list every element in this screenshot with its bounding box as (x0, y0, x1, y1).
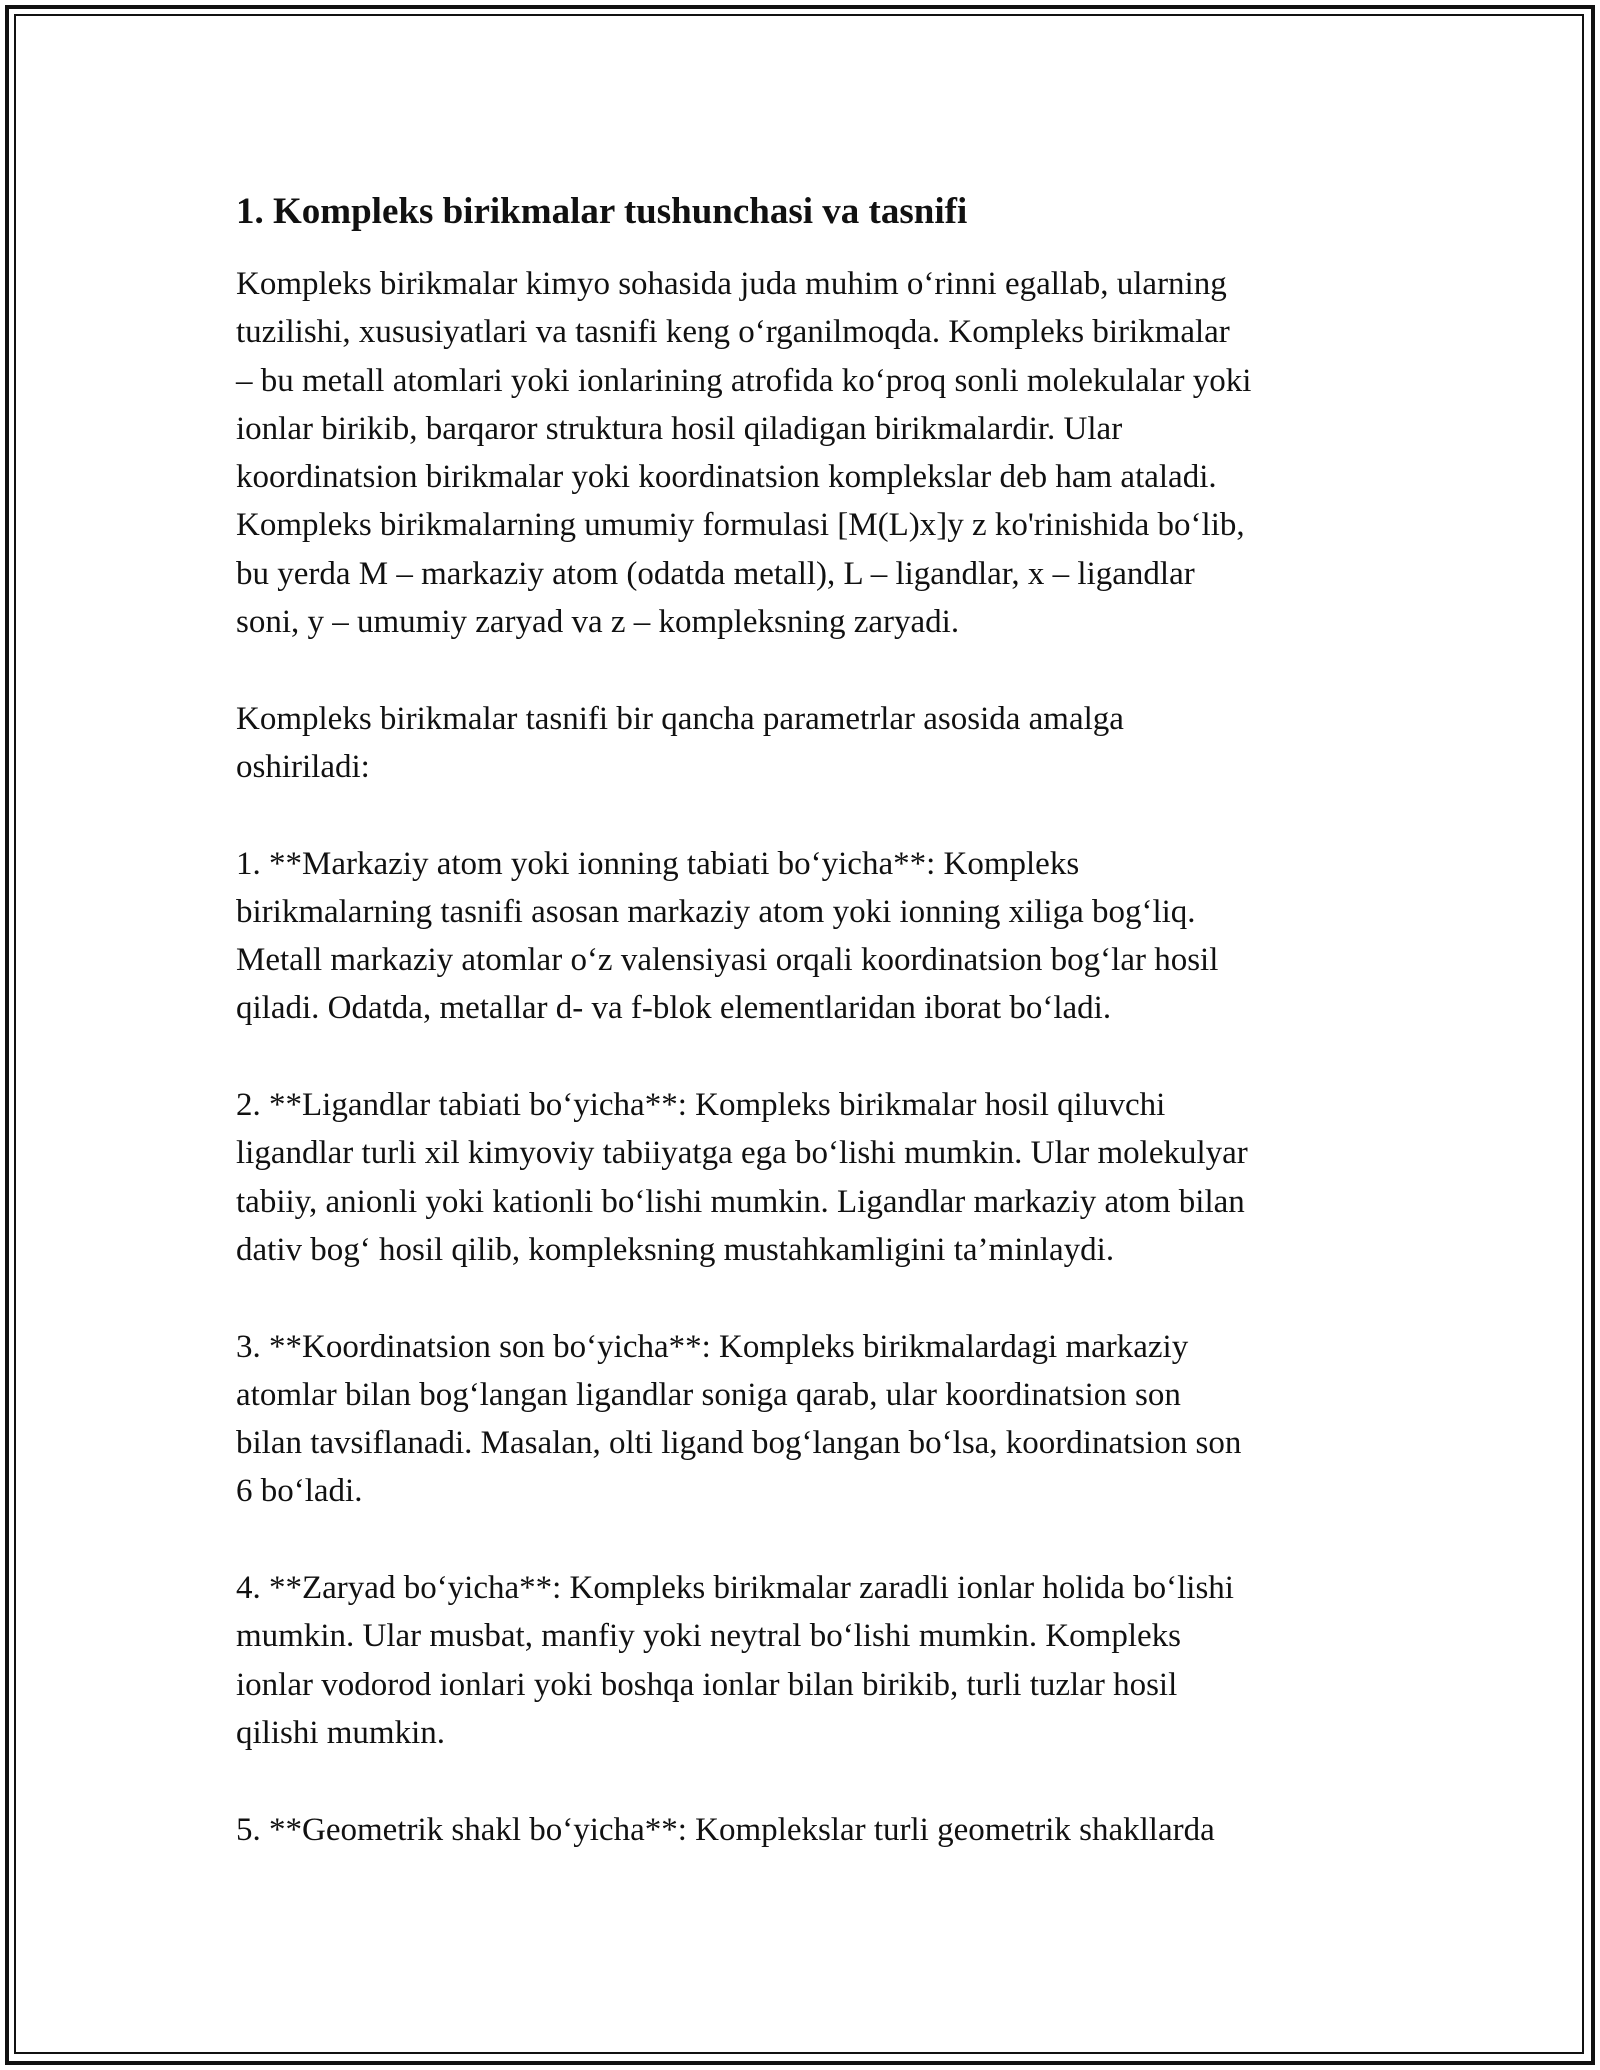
text-line: 2. **Ligandlar tabiati bo‘yicha**: Kompleks birikmalar hosil qiluvchi (236, 1087, 1166, 1124)
text-line: bilan tavsiflanadi. Masalan, olti ligand bog‘langan bo‘lsa, koordinatsion son (236, 1425, 1242, 1462)
list-item-ligands (236, 1081, 1366, 1274)
text-line: ionlar vodorod ionlari yoki boshqa ionlar bilan birikib, turli tuzlar hosil (236, 1666, 1178, 1703)
list-item-coordination-number (236, 1323, 1366, 1516)
paragraph-gap (236, 791, 1366, 839)
text-line: mumkin. Ular musbat, manfiy yoki neytral bo‘lishi mumkin. Kompleks (236, 1618, 1181, 1655)
text-line: Kompleks birikmalar kimyo sohasida juda muhim o‘rinni egallab, ularning (236, 266, 1227, 302)
text-line: atomlar bilan bog‘langan ligandlar soniga qarab, ular koordinatsion son (236, 1376, 1181, 1413)
text-line: Kompleks birikmalarning umumiy formulasi [M(L)x]y z ko'rinishida bo‘lib, (236, 507, 1245, 544)
list-item-central-atom (236, 840, 1366, 1033)
text-line: qiladi. Odatda, metallar d- va f-blok elementlaridan iborat bo‘ladi. (236, 990, 1112, 1027)
text-line: 1. **Markaziy atom yoki ionning tabiati bo‘yicha**: Kompleks (236, 845, 1080, 882)
paragraph-gap (236, 646, 1366, 694)
text-line: Kompleks birikmalar tasnifi bir qancha parametrlar asosida amalga (236, 700, 1124, 737)
text-line: tuzilishi, xususiyatlari va tasnifi keng o‘rganilmoqda. Kompleks birikmalar (236, 314, 1230, 351)
paragraph-gap (236, 1516, 1366, 1564)
text-line: ligandlar turli xil kimyoviy tabiiyatga ega bo‘lishi mumkin. Ular molekulyar (236, 1135, 1248, 1172)
text-line: 3. **Koordinatsion son bo‘yicha**: Kompleks birikmalardagi markaziy (236, 1328, 1189, 1365)
text-line: – bu metall atomlari yoki ionlarining atrofida ko‘proq sonli molekulalar yoki (236, 362, 1252, 399)
text-line: birikmalarning tasnifi asosan markaziy atom yoki ionning xiliga bog‘liq. (236, 893, 1196, 930)
text-line: dativ bog‘ hosil qilib, kompleksning mustahkamligini ta’minlaydi. (236, 1231, 1115, 1268)
text-line: qilishi mumkin. (236, 1714, 446, 1751)
text-line: 4. **Zaryad bo‘yicha**: Kompleks birikmalar zaradli ionlar holida bo‘lishi (236, 1570, 1234, 1607)
text-line: Metall markaziy atomlar o‘z valensiyasi orqali koordinatsion bog‘lar hosil (236, 942, 1219, 979)
classification-intro-paragraph (236, 695, 1366, 792)
text-line: ionlar birikib, barqaror struktura hosil qiladigan birikmalardir. Ular (236, 410, 1123, 447)
list-item-charge (236, 1564, 1366, 1757)
text-line: koordinatsion birikmalar yoki koordinatsion komplekslar deb ham ataladi. (236, 459, 1217, 496)
intro-paragraph (236, 260, 1366, 646)
text-line: soni, y – umumiy zaryad va z – kompleksning zaryadi. (236, 604, 960, 641)
list-item-geometry (236, 1806, 1366, 1854)
text-line: 5. **Geometrik shakl bo‘yicha**: Komplekslar turli geometrik shakllarda (236, 1811, 1215, 1848)
paragraph-gap (236, 1274, 1366, 1322)
text-line: 6 bo‘ladi. (236, 1473, 363, 1510)
paragraph-gap (236, 1033, 1366, 1081)
text-line: oshiriladi: (236, 748, 370, 785)
text-line: tabiiy, anionli yoki kationli bo‘lishi mumkin. Ligandlar markaziy atom bilan (236, 1183, 1245, 1220)
paragraph-gap (236, 1757, 1366, 1805)
section-heading: 1. Kompleks birikmalar tushunchasi va tasnifi (236, 191, 968, 232)
text-line: bu yerda M – markaziy atom (odatda metall), L – ligandlar, x – ligandlar (236, 555, 1195, 592)
document-body (236, 186, 1366, 1854)
